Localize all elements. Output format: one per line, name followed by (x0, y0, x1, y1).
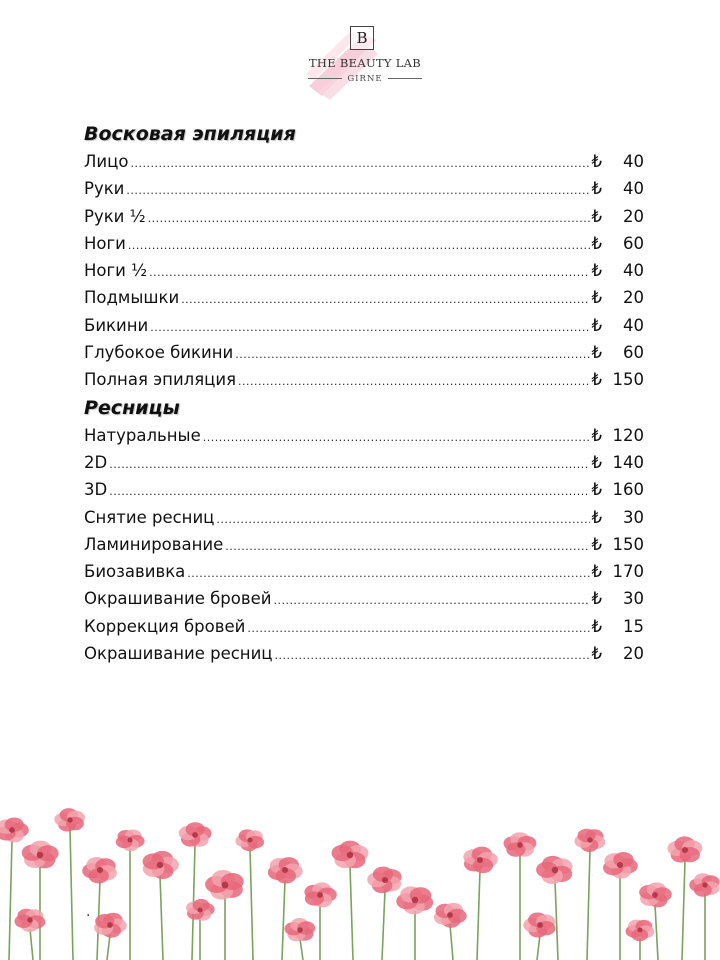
flower-stem (160, 876, 163, 960)
currency-symbol: ₺ (591, 589, 602, 609)
service-name: Лицо (84, 152, 129, 171)
poppy-flower (574, 829, 605, 852)
poppy-flower (463, 847, 498, 874)
price-row (84, 366, 644, 393)
dot-leader (126, 177, 589, 204)
service-price: 40 (623, 179, 644, 199)
poppy-flower (54, 808, 85, 831)
service-name: Бикини (84, 315, 149, 335)
poppy-flower (626, 920, 655, 942)
section-lashes (84, 394, 644, 668)
service-name: 3D (84, 480, 108, 500)
poppy-flower (304, 882, 336, 907)
service-name: Окрашивание бровей (84, 589, 272, 609)
service-name: Подмышки (84, 288, 180, 308)
poppy-flower (639, 882, 672, 907)
poppy-flower (22, 841, 59, 869)
brand-logo (300, 18, 430, 98)
currency-symbol: ₺ (591, 480, 602, 500)
service-name: Окрашивание ресниц (84, 644, 273, 664)
flower-stem (655, 905, 658, 960)
service-name: Глубокое бикини (84, 343, 234, 363)
dot-leader (187, 560, 589, 587)
flower-stem (30, 929, 33, 960)
poppy-flower (186, 899, 215, 921)
flower-stem (555, 881, 558, 960)
dot-leader (109, 451, 589, 478)
dot-leader (225, 533, 589, 560)
poppy-flower (434, 903, 467, 928)
price-list (84, 120, 644, 667)
dot-leader (130, 150, 589, 177)
dot-leader (128, 232, 590, 259)
dot-leader (273, 587, 589, 614)
flower-stem (9, 840, 12, 960)
price-row (84, 339, 644, 366)
service-price: 20 (623, 288, 644, 308)
service-price: 30 (623, 507, 644, 527)
logo-monogram: B (350, 26, 374, 50)
dot-leader (150, 314, 589, 341)
service-price: 40 (623, 315, 644, 335)
section-title-wax: Восковая эпиляция (84, 123, 296, 145)
currency-symbol: ₺ (591, 534, 602, 554)
price-row (84, 531, 644, 558)
price-row (84, 613, 644, 640)
poppy-flower (396, 886, 433, 914)
service-price: 160 (612, 480, 644, 500)
service-name: Коррекция бровей (84, 616, 246, 636)
currency-symbol: ₺ (591, 370, 602, 390)
service-name: Биозавивка (84, 562, 186, 582)
currency-symbol: ₺ (591, 644, 602, 664)
dot-leader (109, 478, 589, 505)
dot-leader (235, 341, 589, 368)
service-price: 60 (623, 343, 644, 363)
logo-city: GIRNE (300, 74, 430, 84)
poppy-flower (143, 851, 179, 879)
price-row (84, 422, 644, 449)
currency-symbol: ₺ (591, 507, 602, 527)
poppy-flower (603, 852, 638, 878)
service-price: 15 (623, 616, 644, 636)
service-name: Руки ½ (84, 206, 146, 226)
dot-leader (247, 615, 589, 642)
flower-stem (282, 880, 285, 960)
service-name: Руки (84, 179, 125, 199)
flower-stem (450, 925, 453, 960)
stray-dot: . (86, 904, 91, 920)
currency-symbol: ₺ (591, 562, 602, 582)
currency-symbol: ₺ (591, 616, 602, 636)
poppy-flower (689, 873, 719, 896)
poppy-flower (367, 867, 401, 894)
price-row (84, 148, 644, 175)
service-name: Ламинирование (84, 534, 224, 554)
currency-symbol: ₺ (591, 343, 602, 363)
dot-leader (238, 368, 589, 395)
section-wax (84, 120, 644, 394)
poppy-flower (536, 856, 572, 884)
service-name: Полная эпиляция (84, 370, 237, 390)
poppy-flower (82, 857, 117, 884)
poppy-flower (179, 822, 212, 847)
price-row (84, 175, 644, 202)
logo-brand-name: THE BEAUTY LAB (308, 56, 422, 70)
poppy-flower (235, 829, 264, 851)
service-price: 40 (623, 261, 644, 281)
service-price: 30 (623, 589, 644, 609)
price-row (84, 284, 644, 311)
dot-leader (275, 642, 590, 669)
flower-stem (382, 890, 385, 960)
service-price: 60 (623, 233, 644, 253)
currency-symbol: ₺ (591, 261, 602, 281)
service-price: 120 (612, 425, 644, 445)
flower-stem (107, 935, 110, 960)
currency-symbol: ₺ (591, 179, 602, 199)
service-price: 40 (623, 152, 644, 171)
flower-stem (477, 870, 480, 960)
poppy-flower (284, 918, 315, 941)
currency-symbol: ₺ (591, 315, 602, 335)
dot-leader (148, 205, 590, 232)
price-row (84, 449, 644, 476)
poppy-flower (116, 830, 145, 852)
currency-symbol: ₺ (591, 425, 602, 445)
flower-stem (587, 849, 590, 960)
price-row (84, 257, 644, 284)
poppy-flower (268, 857, 303, 883)
price-row (84, 585, 644, 612)
poppy-flower (332, 841, 369, 869)
price-row (84, 312, 644, 339)
poppy-flower (667, 836, 702, 862)
section-title-lashes: Ресницы (84, 396, 180, 419)
service-price: 150 (612, 534, 644, 554)
service-name: 2D (84, 452, 108, 472)
flower-stem (682, 860, 685, 960)
dot-leader (203, 424, 590, 451)
poppy-flower (0, 817, 29, 842)
service-name: Натуральные (84, 425, 201, 445)
flower-stem (250, 848, 253, 960)
price-row (84, 203, 644, 230)
price-row (84, 476, 644, 503)
service-name: Ноги ½ (84, 261, 148, 281)
service-name: Снятие ресниц (84, 507, 215, 527)
service-price: 150 (612, 370, 644, 390)
price-row (84, 558, 644, 585)
currency-symbol: ₺ (591, 233, 602, 253)
poppy-flower (94, 913, 127, 938)
service-price: 140 (612, 452, 644, 472)
flower-stem (300, 939, 303, 960)
poppy-flower (504, 832, 537, 857)
dot-leader (216, 506, 589, 533)
poppy-flower (205, 870, 244, 900)
price-row (84, 504, 644, 531)
service-name: Ноги (84, 233, 126, 253)
currency-symbol: ₺ (591, 206, 602, 226)
service-price: 20 (623, 206, 644, 226)
price-row (84, 230, 644, 257)
currency-symbol: ₺ (591, 152, 602, 171)
service-price: 20 (623, 644, 644, 664)
currency-symbol: ₺ (591, 288, 602, 308)
dot-leader (149, 259, 589, 286)
currency-symbol: ₺ (591, 452, 602, 472)
price-row (84, 640, 644, 667)
service-price: 170 (612, 562, 644, 582)
dot-leader (181, 286, 589, 313)
poppy-flower (523, 913, 555, 938)
flower-stem (537, 935, 540, 960)
flower-stem (350, 866, 353, 960)
flower-stem (70, 829, 73, 960)
poppy-flowers-border (0, 800, 720, 960)
